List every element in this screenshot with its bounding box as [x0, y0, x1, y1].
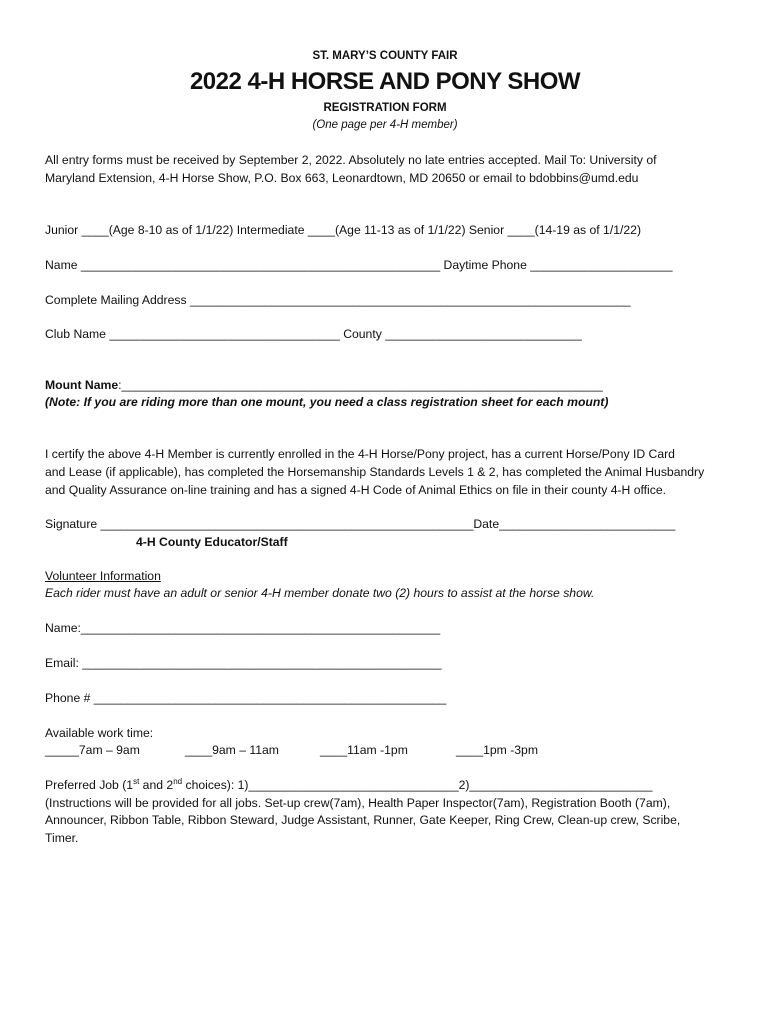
volunteer-name-field[interactable]: Name:_____________________________________________________	[45, 621, 441, 635]
signature-caption: 4-H County Educator/Staff	[136, 535, 288, 549]
certify-line-1: I certify the above 4-H Member is currently enrolled in the 4-H Horse/Pony project, has a current Horse/Pony ID Card	[45, 447, 675, 461]
page-title: 2022 4-H HORSE AND PONY SHOW	[189, 68, 581, 95]
work-slot-11am[interactable]: ____11am -1pm	[320, 743, 408, 757]
volunteer-note: Each rider must have an adult or senior 4-H member donate two (2) hours to assist at the horse show.	[45, 586, 595, 600]
mount-name-field[interactable]	[45, 376, 603, 394]
volunteer-heading: Volunteer Information	[45, 569, 161, 583]
name-phone-field[interactable]: Name _____________________________________________________ Daytime Phone _____________________	[45, 258, 673, 272]
preferred-job-lines[interactable]: choices): 1)_______________________________2)___________________________	[182, 778, 653, 792]
mount-note: (Note: If you are riding more than one mount, you need a class registration sheet for each mount)	[45, 395, 609, 409]
preferred-job-label-2: and 2	[139, 778, 174, 792]
mailing-address-field[interactable]: Complete Mailing Address _________________________________________________________________	[45, 293, 631, 307]
intro-line-1: All entry forms must be received by September 2, 2022. Absolutely no late entries accepted. Mail To: University of	[45, 153, 657, 167]
work-slot-9am[interactable]: ____9am – 11am	[185, 743, 279, 757]
club-county-field[interactable]: Club Name __________________________________ County _____________________________	[45, 327, 582, 341]
preferred-job-label: Preferred Job (1	[45, 778, 134, 792]
mount-name-line[interactable]: :_______________________________________________________________________	[118, 378, 603, 392]
ordinal-nd: nd	[173, 776, 183, 786]
form-subtitle: REGISTRATION FORM	[323, 102, 447, 114]
preferred-job-field[interactable]	[45, 776, 652, 794]
work-slot-1pm[interactable]: ____1pm -3pm	[456, 743, 538, 757]
certify-line-2: and Lease (if applicable), has completed the Horsemanship Standards Levels 1 & 2, has completed the Animal Husbandry	[45, 465, 705, 479]
division-field[interactable]: Junior ____(Age 8-10 as of 1/1/22) Intermediate ____(Age 11-13 as of 1/1/22) Senior ____(14-19 as of 1/1/22)	[45, 223, 641, 237]
volunteer-email-field[interactable]: Email: _____________________________________________________	[45, 656, 442, 670]
form-note: (One page per 4-H member)	[312, 119, 458, 131]
volunteer-phone-field[interactable]: Phone # ____________________________________________________	[45, 691, 447, 705]
signature-date-field[interactable]: Signature _______________________________________________________Date__________________________	[45, 517, 676, 531]
job-instructions-line-2: Announcer, Ribbon Table, Ribbon Steward, Judge Assistant, Runner, Gate Keeper, Ring Crew, Clean-up crew, Scribe,	[45, 813, 681, 827]
job-instructions-line-3: Timer.	[45, 831, 79, 845]
work-time-label: Available work time:	[45, 726, 154, 740]
intro-line-2: Maryland Extension, 4-H Horse Show, P.O. Box 663, Leonardtown, MD 20650 or email to bdobbins@umd.edu	[45, 171, 639, 185]
work-slot-7am[interactable]: _____7am – 9am	[45, 743, 140, 757]
certify-line-3: and Quality Assurance on-line training and has a signed 4-H Code of Animal Ethics on file in their county 4-H office.	[45, 483, 667, 497]
mount-name-label: Mount Name	[45, 378, 119, 392]
job-instructions-line-1: (Instructions will be provided for all jobs. Set-up crew(7am), Health Paper Inspector(7am), Registration Booth (7am),	[45, 796, 671, 810]
ordinal-st: st	[133, 776, 140, 786]
fair-name: ST. MARY’S COUNTY FAIR	[312, 50, 458, 62]
